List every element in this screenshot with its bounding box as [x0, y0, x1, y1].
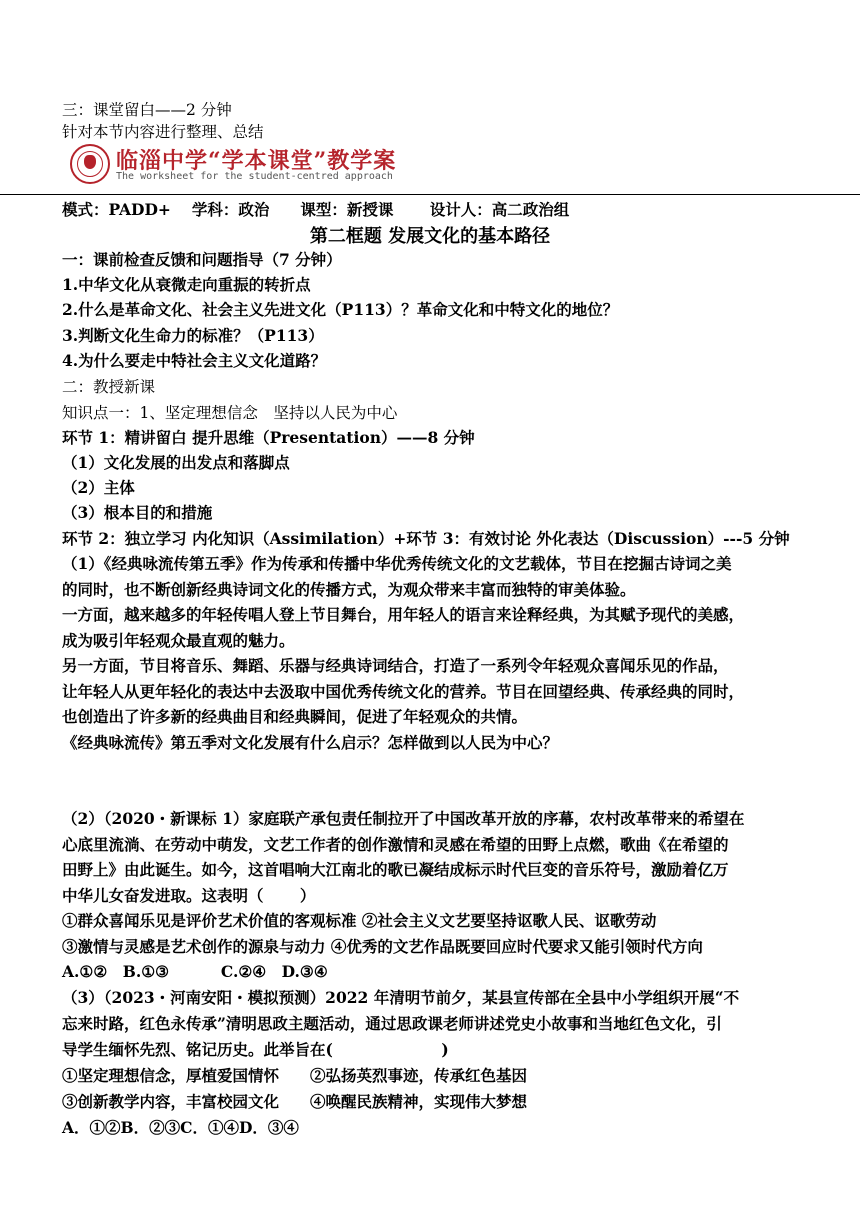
item-3: （3）根本目的和措施	[62, 503, 213, 522]
case3-line: 导学生缅怀先烈、铭记历史。此举旨在( )	[62, 1040, 449, 1059]
school-subtitle-english: The worksheet for the student-centred approach	[116, 171, 393, 182]
sec2-heading: 二：教授新课	[62, 378, 156, 396]
school-seal-icon	[70, 144, 110, 184]
case1-line: 一方面，越来越多的年轻传唱人登上节目舞台，用年轻人的语言来诠释经典，为其赋予现代的美感，	[62, 605, 745, 624]
case1-line: （1）《经典咏流传第五季》作为传承和传播中华优秀传统文化的文艺载体，节目在挖掘古诗词之美	[62, 554, 732, 573]
case2-option: ①群众喜闻乐见是评价艺术价值的客观标准 ②社会主义文艺要坚持讴歌人民、讴歌劳动	[62, 911, 657, 930]
case3-option: ③创新教学内容，丰富校园文化 ④唤醒民族精神，实现伟大梦想	[62, 1092, 528, 1111]
sec1-q4: 4.为什么要走中特社会主义文化道路？	[62, 351, 327, 370]
case2-line: 中华儿女奋发进取。这表明（ ）	[62, 886, 316, 905]
case1-line: 的同时，也不断创新经典诗词文化的传播方式，为观众带来丰富而独特的审美体验。	[62, 580, 636, 599]
case1-question: 《经典咏流传》第五季对文化发展有什么启示？怎样做到以人民为中心？	[62, 733, 559, 752]
top-heading: 三：课堂留白——2 分钟	[62, 101, 232, 119]
case1-line: 也创造出了许多新的经典曲目和经典瞬间，促进了年轻观众的共情。	[62, 707, 528, 726]
link-1: 环节 1：精讲留白 提升思维（Presentation）——8 分钟	[62, 428, 475, 447]
sec1-heading: 一：课前检查反馈和问题指导（7 分钟）	[62, 250, 342, 269]
case2-line: 田野上》由此诞生。如今，这首唱响大江南北的歌已凝结成标示时代巨变的音乐符号，激励着亿万	[62, 860, 729, 879]
case2-option: ③激情与灵感是艺术创作的源泉与动力 ④优秀的文艺作品既要回应时代要求又能引领时代方向	[62, 937, 703, 956]
case3-line: （3）（2023・河南安阳・模拟预测）2022 年清明节前夕，某县宣传部在全县中小学组织开展“不	[62, 988, 740, 1007]
case3-option: ①坚定理想信念，厚植爱国情怀 ②弘扬英烈事迹，传承红色基因	[62, 1066, 528, 1085]
case1-line: 成为吸引年轻观众最直观的魅力。	[62, 631, 295, 650]
meta-line: 模式：PADD+ 学科：政治 课型：新授课 设计人：高二政治组	[62, 200, 570, 219]
top-summary: 针对本节内容进行整理、总结	[62, 123, 264, 141]
page-title: 第二框题 发展文化的基本路径	[309, 226, 551, 247]
sec1-q3: 3.判断文化生命力的标准？（P113）	[62, 326, 324, 345]
sec1-q2: 2.什么是革命文化、社会主义先进文化（P113）？革命文化和中特文化的地位？	[62, 300, 619, 319]
case2-choices: A.①② B.①③ C.②④ D.③④	[62, 962, 328, 981]
school-title: 临淄中学“学本课堂”教学案	[116, 148, 397, 174]
case3-choices: A．①②B．②③C．①④D．③④	[62, 1118, 299, 1137]
item-1: （1）文化发展的出发点和落脚点	[62, 453, 290, 472]
knowledge-point-1: 知识点一：1、坚定理想信念 坚持以人民为中心	[62, 404, 398, 422]
case3-line: 忘来时路，红色永传承”清明思政主题活动，通过思政课老师讲述党史小故事和当地红色文化，引	[62, 1014, 722, 1033]
link-2-3: 环节 2：独立学习 内化知识（Assimilation）+环节 3：有效讨论 外化表达（Discussion）---5 分钟	[62, 529, 790, 548]
item-2: （2）主体	[62, 478, 135, 497]
header-divider	[0, 194, 860, 195]
case2-line: （2）（2020・新课标 1）家庭联产承包责任制拉开了中国改革开放的序幕，农村改革带来的希望在	[62, 809, 745, 828]
case2-line: 心底里流淌、在劳动中萌发，文艺工作者的创作激情和灵感在希望的田野上点燃，歌曲《在希望的	[62, 835, 729, 854]
case1-line: 另一方面，节目将音乐、舞蹈、乐器与经典诗词结合，打造了一系列令年轻观众喜闻乐见的作品，	[62, 656, 729, 675]
case1-line: 让年轻人从更年轻化的表达中去汲取中国优秀传统文化的营养。节目在回望经典、传承经典的同时，	[62, 682, 745, 701]
school-header	[70, 144, 570, 188]
sec1-q1: 1.中华文化从衰微走向重振的转折点	[62, 275, 311, 294]
